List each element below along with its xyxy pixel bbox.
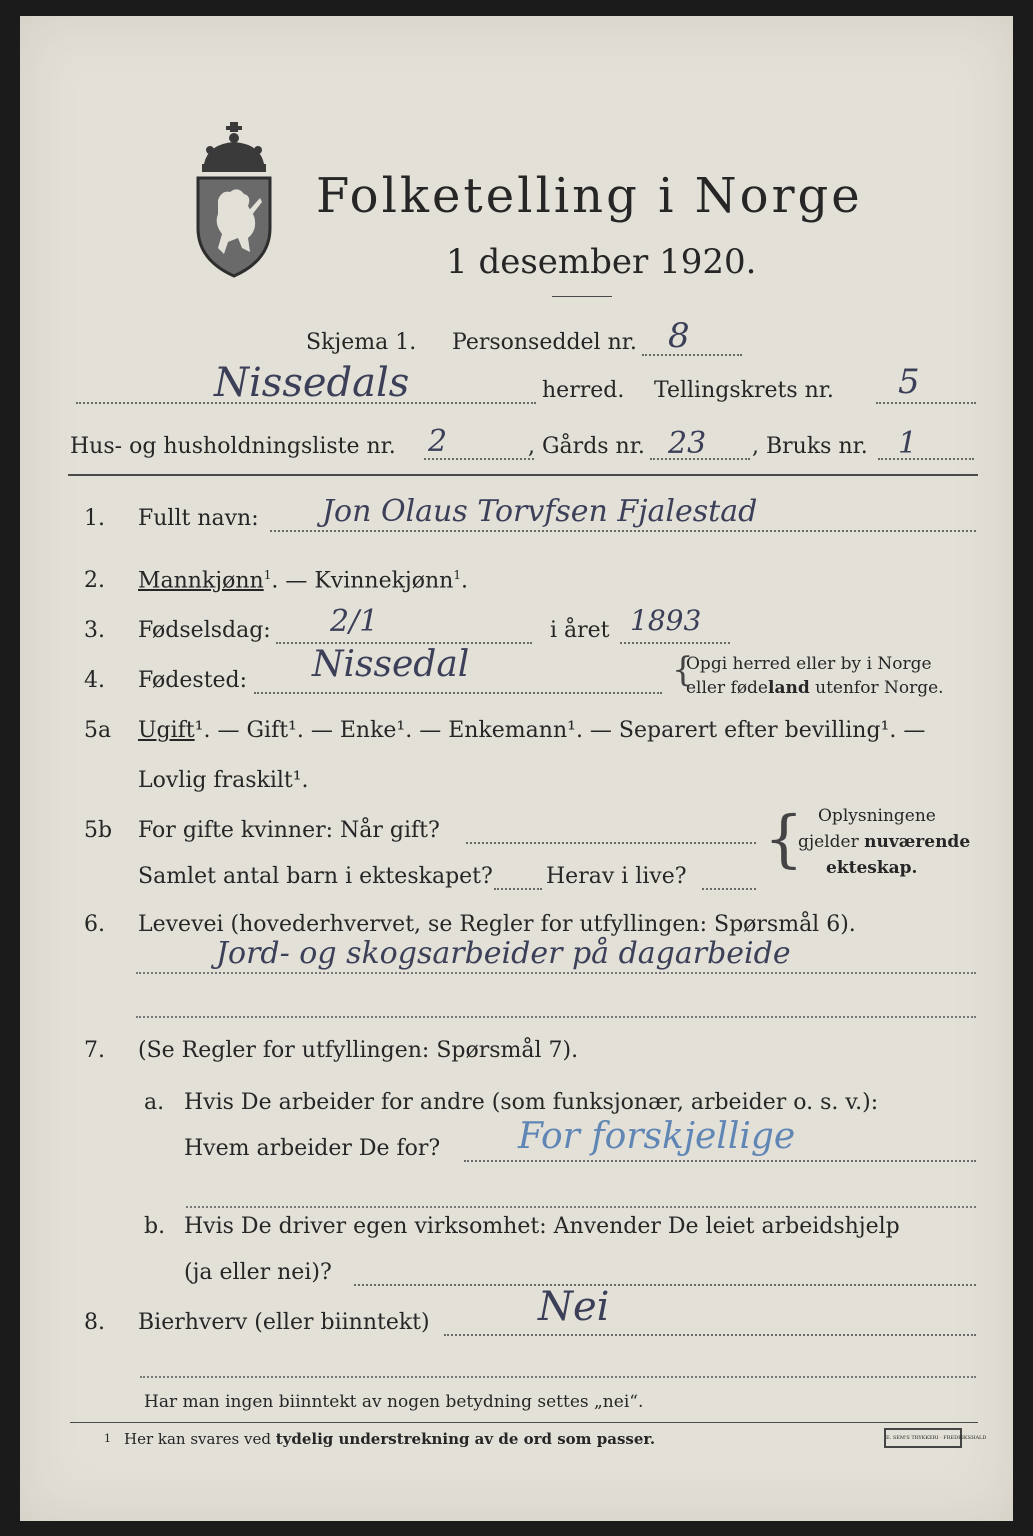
q8-label: Bierhverv (eller biinntekt) bbox=[138, 1310, 430, 1335]
q5b-number: 5b bbox=[84, 818, 113, 843]
q3-number: 3. bbox=[84, 618, 105, 643]
q5a-text bbox=[138, 718, 925, 743]
footnote-a: Her kan svares ved bbox=[124, 1430, 276, 1448]
husholdningsliste-label: Hus- og husholdningsliste nr. bbox=[70, 434, 396, 459]
bruks-field-line bbox=[878, 458, 974, 460]
q6-value: Jord- og skogsarbeider på dagarbeide bbox=[216, 936, 791, 971]
bruks-value: 1 bbox=[898, 426, 918, 461]
q5a-line2: Lovlig fraskilt¹. bbox=[138, 768, 309, 793]
q8-number: 8. bbox=[84, 1310, 105, 1335]
q5b-note2a: gjelder bbox=[798, 832, 865, 852]
q3-aret-field-line bbox=[620, 642, 730, 644]
q2-sup1: 1 bbox=[263, 568, 272, 582]
form-date: 1 desember 1920. bbox=[446, 242, 757, 282]
q8-field-line bbox=[444, 1334, 976, 1336]
q4-number: 4. bbox=[84, 668, 105, 693]
q7a-field-line2 bbox=[186, 1206, 976, 1208]
q7b-label: Hvis De driver egen virksomhet: Anvender De leiet arbeidshjelp bbox=[184, 1214, 900, 1239]
herred-value: Nissedals bbox=[214, 360, 410, 406]
skjema-label: Skjema 1. bbox=[306, 330, 417, 355]
q5b-note3: ekteskap. bbox=[826, 858, 918, 878]
footnote-text bbox=[124, 1430, 655, 1448]
q2-text bbox=[138, 568, 468, 593]
herred-label: herred. bbox=[542, 378, 625, 403]
q7a-field-line bbox=[464, 1160, 976, 1162]
q7b-question: (ja eller nei)? bbox=[184, 1260, 332, 1285]
q8-field-line2 bbox=[140, 1376, 976, 1378]
q7a-label: Hvis De arbeider for andre (som funksjonær, arbeider o. s. v.): bbox=[184, 1090, 879, 1115]
q5b-note1: Oplysningene bbox=[818, 806, 936, 826]
q3-label: Fødselsdag: bbox=[138, 618, 271, 643]
q5a-options: ¹. — Gift¹. — Enke¹. — Enkemann¹. — Separert efter bevilling¹. — bbox=[194, 718, 926, 743]
coat-of-arms-icon bbox=[188, 120, 280, 278]
q4-field-line bbox=[254, 692, 662, 694]
q7b-number: b. bbox=[144, 1214, 166, 1239]
q5b-brace-icon: { bbox=[764, 802, 804, 875]
q5b-note2 bbox=[798, 832, 970, 852]
q7a-value: For forskjellige bbox=[518, 1116, 796, 1157]
gards-value: 23 bbox=[668, 426, 707, 461]
q5b-field-line1 bbox=[466, 842, 756, 844]
personseddel-label: Personseddel nr. bbox=[452, 330, 637, 355]
q1-field-line bbox=[270, 530, 976, 532]
q2-number: 2. bbox=[84, 568, 105, 593]
gards-label: , Gårds nr. bbox=[528, 434, 645, 459]
q4-note-line2 bbox=[686, 678, 944, 698]
q4-note-line1: Opgi herred eller by i Norge bbox=[686, 654, 932, 674]
husholdningsliste-value: 2 bbox=[428, 424, 448, 459]
q2-mannkjonn: Mannkjønn bbox=[138, 568, 264, 594]
q5a-ugift: Ugift bbox=[138, 718, 195, 743]
q7-number: 7. bbox=[84, 1038, 105, 1063]
q4-note2c: utenfor Norge. bbox=[809, 678, 944, 698]
q2-end: . bbox=[460, 568, 468, 594]
personseddel-value: 8 bbox=[668, 316, 690, 356]
q5b-label1: For gifte kvinner: Når gift? bbox=[138, 818, 440, 843]
q1-value: Jon Olaus Torvfsen Fjalestad bbox=[322, 494, 758, 529]
q5b-field-line3 bbox=[702, 888, 756, 890]
header-separator bbox=[68, 474, 978, 476]
tellingskrets-field-line bbox=[876, 402, 976, 404]
bruks-label: , Bruks nr. bbox=[752, 434, 868, 459]
footnote-number: 1 bbox=[104, 1432, 111, 1445]
tellingskrets-value: 5 bbox=[898, 362, 920, 402]
q8-value: Nei bbox=[538, 1284, 610, 1330]
footer-separator bbox=[70, 1422, 978, 1423]
q5b-note2b: nuværende bbox=[864, 832, 971, 852]
q6-field-line1 bbox=[136, 972, 976, 974]
footer-note: Har man ingen biinntekt av nogen betydning settes „nei“. bbox=[144, 1392, 644, 1412]
q4-brace-icon: { bbox=[672, 650, 694, 690]
title-divider bbox=[552, 296, 612, 297]
q1-label: Fullt navn: bbox=[138, 506, 259, 531]
q6-number: 6. bbox=[84, 912, 105, 937]
footnote-b: tydelig understrekning av de ord som passer. bbox=[275, 1430, 656, 1448]
q5b-herav: Herav i live? bbox=[546, 864, 687, 889]
q1-number: 1. bbox=[84, 506, 105, 531]
tellingskrets-label: Tellingskrets nr. bbox=[654, 378, 834, 403]
q5b-field-line2 bbox=[494, 888, 542, 890]
printer-stamp: E. SEM'S TRYKKERI · FREDRIKSHALD bbox=[884, 1428, 962, 1448]
q4-value: Nissedal bbox=[312, 644, 470, 685]
q6-field-line2 bbox=[136, 1016, 976, 1018]
q5b-label2: Samlet antal barn i ekteskapet? bbox=[138, 864, 493, 889]
q7b-field-line bbox=[354, 1284, 976, 1286]
q3-value: 2/1 bbox=[330, 604, 379, 639]
q6-label: Levevei (hovederhvervet, se Regler for utfyllingen: Spørsmål 6). bbox=[138, 912, 856, 937]
q4-note2a: eller føde bbox=[686, 678, 768, 698]
q2-sup2: 1 bbox=[453, 568, 461, 582]
q3-aret-label: i året bbox=[550, 618, 610, 643]
q4-note2b: land bbox=[768, 678, 810, 698]
q7-label: (Se Regler for utfyllingen: Spørsmål 7). bbox=[138, 1038, 579, 1063]
q2-separator: . — bbox=[271, 568, 315, 594]
q3-aret-value: 1893 bbox=[630, 604, 702, 637]
q2-kvinnekjonn: Kvinnekjønn bbox=[314, 568, 454, 594]
q7a-question: Hvem arbeider De for? bbox=[184, 1136, 441, 1161]
form-title: Folketelling i Norge bbox=[316, 168, 863, 224]
census-form-sheet bbox=[20, 16, 1013, 1521]
q4-label: Fødested: bbox=[138, 668, 248, 693]
personseddel-field-line bbox=[642, 354, 742, 356]
q7a-number: a. bbox=[144, 1090, 165, 1115]
q5a-number: 5a bbox=[84, 718, 112, 743]
